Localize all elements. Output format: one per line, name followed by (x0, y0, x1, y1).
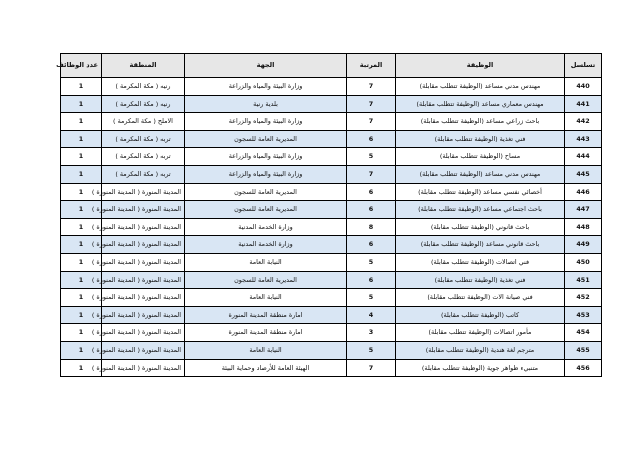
cell-title: فني اتصالات (الوظيفة تتطلب مقابلة) (396, 253, 565, 271)
header-count: عدد الوظائف (61, 54, 102, 78)
cell-entity: المديرية العامة للسجون (185, 201, 347, 219)
cell-title: باحث اجتماعي مساعد (الوظيفة تتطلب مقابلة) (396, 201, 565, 219)
cell-region: المدينة المنورة ( المدينة المنورة ) (102, 271, 185, 289)
cell-title: فني تغذية (الوظيفة تتطلب مقابلة) (396, 271, 565, 289)
cell-count: 1 (61, 113, 102, 131)
cell-count: 1 (61, 78, 102, 96)
cell-rank: 4 (347, 306, 396, 324)
cell-entity: بلدية رنية (185, 95, 347, 113)
cell-rank: 7 (347, 165, 396, 183)
cell-title: مهندس مدني مساعد (الوظيفة تتطلب مقابلة) (396, 165, 565, 183)
table-row (61, 306, 602, 324)
table-row (61, 341, 602, 359)
cell-entity: المديرية العامة للسجون (185, 183, 347, 201)
cell-serial: 441 (565, 95, 602, 113)
table-row (61, 271, 602, 289)
header-rank: المرتبة (347, 54, 396, 78)
cell-serial: 443 (565, 130, 602, 148)
cell-count: 1 (61, 271, 102, 289)
cell-serial: 444 (565, 148, 602, 166)
cell-serial: 447 (565, 201, 602, 219)
cell-title: مهندس مدني مساعد (الوظيفة تتطلب مقابلة) (396, 78, 565, 96)
cell-region: المدينة المنورة ( المدينة المنورة ) (102, 253, 185, 271)
cell-region: المدينة المنورة ( المدينة المنورة ) (102, 359, 185, 377)
cell-region: المدينة المنورة ( المدينة المنورة ) (102, 324, 185, 342)
cell-region: المدينة المنورة ( المدينة المنورة ) (102, 341, 185, 359)
cell-rank: 5 (347, 148, 396, 166)
cell-rank: 7 (347, 78, 396, 96)
cell-serial: 449 (565, 236, 602, 254)
cell-region: المدينة المنورة ( المدينة المنورة ) (102, 218, 185, 236)
cell-count: 1 (61, 324, 102, 342)
cell-rank: 5 (347, 289, 396, 307)
cell-rank: 6 (347, 130, 396, 148)
cell-title: باحث زراعي مساعد (الوظيفة تتطلب مقابلة) (396, 113, 565, 131)
cell-serial: 446 (565, 183, 602, 201)
table-row (61, 95, 602, 113)
cell-region: تربه ( مكة المكرمة ) (102, 165, 185, 183)
cell-serial: 450 (565, 253, 602, 271)
cell-serial: 453 (565, 306, 602, 324)
cell-region: الاملح ( مكة المكرمة ) (102, 113, 185, 131)
cell-entity: النيابة العامة (185, 341, 347, 359)
table-row (61, 183, 602, 201)
cell-rank: 8 (347, 218, 396, 236)
cell-count: 1 (61, 253, 102, 271)
jobs-table (56, 53, 602, 377)
header-row (61, 54, 602, 78)
table-row (61, 148, 602, 166)
cell-title: مترجم لغة هندية (الوظيفة تتطلب مقابلة) (396, 341, 565, 359)
cell-region: المدينة المنورة ( المدينة المنورة ) (102, 306, 185, 324)
cell-entity: وزارة الخدمة المدنية (185, 218, 347, 236)
cell-entity: وزارة البيئة والمياه والزراعة (185, 165, 347, 183)
cell-region: تربه ( مكة المكرمة ) (102, 130, 185, 148)
cell-rank: 7 (347, 359, 396, 377)
cell-region: تربه ( مكة المكرمة ) (102, 148, 185, 166)
cell-title: باحث قانوني مساعد (الوظيفة تتطلب مقابلة) (396, 236, 565, 254)
cell-entity: النيابة العامة (185, 253, 347, 271)
cell-entity: المديرية العامة للسجون (185, 130, 347, 148)
header-region: المنطقة (102, 54, 185, 78)
cell-entity: وزارة الخدمة المدنية (185, 236, 347, 254)
cell-title: مهندس معماري مساعد (الوظيفة تتطلب مقابلة) (396, 95, 565, 113)
cell-rank: 6 (347, 201, 396, 219)
cell-serial: 448 (565, 218, 602, 236)
table-row (61, 201, 602, 219)
table-row (61, 130, 602, 148)
cell-count: 1 (61, 165, 102, 183)
table-row (61, 218, 602, 236)
cell-title: أخصائي نفسي مساعد (الوظيفة تتطلب مقابلة) (396, 183, 565, 201)
cell-region: المدينة المنورة ( المدينة المنورة ) (102, 183, 185, 201)
table-row (61, 289, 602, 307)
cell-region: المدينة المنورة ( المدينة المنورة ) (102, 236, 185, 254)
cell-count: 1 (61, 289, 102, 307)
cell-title: فني صيانة الات (الوظيفة تتطلب مقابلة) (396, 289, 565, 307)
cell-entity: امارة منطقة المدينة المنورة (185, 306, 347, 324)
cell-rank: 3 (347, 324, 396, 342)
table-row (61, 113, 602, 131)
cell-count: 1 (61, 95, 102, 113)
header-entity: الجهة (185, 54, 347, 78)
cell-rank: 5 (347, 341, 396, 359)
cell-rank: 5 (347, 253, 396, 271)
cell-rank: 6 (347, 271, 396, 289)
cell-entity: النيابة العامة (185, 289, 347, 307)
cell-count: 1 (61, 201, 102, 219)
cell-serial: 445 (565, 165, 602, 183)
cell-region: المدينة المنورة ( المدينة المنورة ) (102, 289, 185, 307)
table-row (61, 236, 602, 254)
table-row (61, 253, 602, 271)
cell-count: 1 (61, 236, 102, 254)
cell-entity: الهيئة العامة للأرصاد وحماية البيئة (185, 359, 347, 377)
cell-region: رنيه ( مكة المكرمة ) (102, 95, 185, 113)
cell-count: 1 (61, 341, 102, 359)
cell-serial: 442 (565, 113, 602, 131)
table-row (61, 165, 602, 183)
cell-region: رنيه ( مكة المكرمة ) (102, 78, 185, 96)
cell-count: 1 (61, 183, 102, 201)
table-row (61, 359, 602, 377)
cell-entity: وزارة البيئة والمياه والزراعة (185, 78, 347, 96)
cell-title: مساح (الوظيفة تتطلب مقابلة) (396, 148, 565, 166)
cell-entity: امارة منطقة المدينة المنورة (185, 324, 347, 342)
cell-entity: وزارة البيئة والمياه والزراعة (185, 148, 347, 166)
cell-title: مأمور اتصالات (الوظيفة تتطلب مقابلة) (396, 324, 565, 342)
table-header (56, 54, 602, 78)
table-row (61, 324, 602, 342)
cell-serial: 454 (565, 324, 602, 342)
cell-region: المدينة المنورة ( المدينة المنورة ) (102, 201, 185, 219)
table-row (61, 78, 602, 96)
cell-title: باحث قانوني (الوظيفة تتطلب مقابلة) (396, 218, 565, 236)
cell-rank: 6 (347, 236, 396, 254)
cell-serial: 452 (565, 289, 602, 307)
cell-title: متنبيء ظواهر جوية (الوظيفة تتطلب مقابلة) (396, 359, 565, 377)
cell-rank: 7 (347, 95, 396, 113)
cell-rank: 6 (347, 183, 396, 201)
cell-title: كاتب (الوظيفة تتطلب مقابلة) (396, 306, 565, 324)
cell-serial: 440 (565, 78, 602, 96)
cell-rank: 7 (347, 113, 396, 131)
cell-count: 1 (61, 306, 102, 324)
cell-title: فني تغذية (الوظيفة تتطلب مقابلة) (396, 130, 565, 148)
cell-entity: وزارة البيئة والمياه والزراعة (185, 113, 347, 131)
cell-count: 1 (61, 148, 102, 166)
cell-count: 1 (61, 130, 102, 148)
header-serial: تسلسل (565, 54, 602, 78)
cell-serial: 455 (565, 341, 602, 359)
table-body (61, 78, 602, 377)
cell-count: 1 (61, 218, 102, 236)
cell-serial: 451 (565, 271, 602, 289)
cell-entity: المديرية العامة للسجون (185, 271, 347, 289)
cell-serial: 456 (565, 359, 602, 377)
header-title: الوظيفة (396, 54, 565, 78)
cell-count: 1 (61, 359, 102, 377)
